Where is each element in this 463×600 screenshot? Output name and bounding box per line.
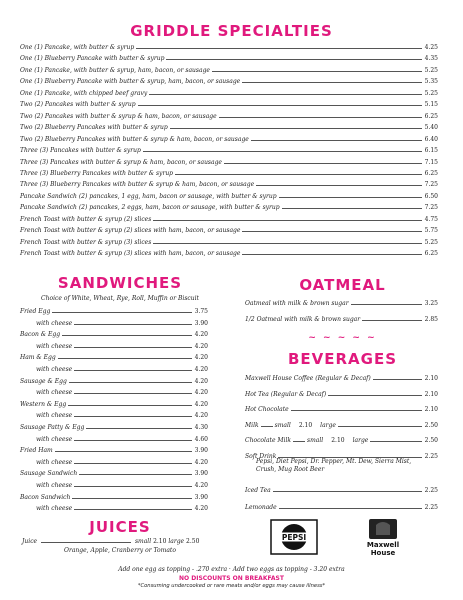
oatmeal-item (245, 312, 438, 323)
item-price: 7.15 (424, 158, 438, 166)
item-price: 4.20 (194, 412, 208, 420)
griddle-item (20, 51, 438, 62)
item-price: 2.10 (424, 406, 438, 413)
item-price: 5.75 (424, 227, 438, 235)
leader-line (175, 174, 422, 175)
sandwich-item (20, 374, 208, 385)
item-name: Three (3) Blueberry Pancakes with butter & syrup & ham, bacon, or sausage (20, 181, 255, 189)
leader-line (74, 347, 191, 348)
item-name: One (1) Blueberry Pancake with butter & syrup, ham, bacon, or sausage (20, 78, 241, 86)
leader-line (279, 508, 422, 509)
beverage-item (245, 371, 438, 382)
item-name: with cheese (36, 435, 73, 443)
item-price: 4.75 (424, 215, 438, 223)
item-price: 4.30 (194, 424, 208, 431)
item-price: 2.25 (424, 487, 438, 494)
item-price: 4.20 (194, 458, 208, 466)
item-price: 3.90 (194, 493, 208, 501)
leader-line (62, 335, 192, 336)
item-name: with cheese (36, 505, 73, 513)
griddle-item (20, 155, 438, 166)
leader-line (293, 441, 305, 442)
leader-line (338, 426, 422, 427)
griddle-item (20, 120, 438, 131)
item-name: 1/2 Oatmeal with milk & brown sugar (245, 316, 361, 323)
leader-line (136, 48, 421, 49)
juice-options: Orange, Apple, Cranberry or Tomato (64, 547, 176, 554)
pepsi-logo (270, 519, 318, 555)
item-name: Fried Egg (20, 308, 51, 315)
item-name: Oatmeal with milk & brown sugar (245, 300, 349, 307)
item-name: Hot Chocolate (245, 406, 289, 413)
item-price: 6.50 (424, 192, 438, 200)
item-price: 2.50 (424, 421, 438, 429)
leader-line (219, 117, 422, 118)
item-name: Bacon Sandwich (20, 493, 71, 501)
leader-line (69, 382, 192, 383)
item-name: One (1) Pancake, with butter & syrup, ham, bacon, or sausage (20, 66, 210, 74)
leader-line (224, 163, 422, 164)
leader-line (138, 105, 422, 106)
griddle-item (20, 246, 438, 257)
leader-line (273, 491, 422, 492)
item-name: with cheese (36, 412, 73, 420)
item-name: with cheese (36, 342, 73, 350)
item-name: French Toast with butter & syrup (2) slices (20, 215, 152, 223)
item-price: 4.60 (194, 435, 208, 443)
leader-line (170, 128, 422, 129)
item-price: 2.50 (424, 437, 438, 444)
leader-line (212, 71, 422, 72)
item-name: French Toast with butter & syrup (2) slices with ham, bacon, or sausage (20, 227, 241, 235)
item-name: Hot Tea (Regular & Decaf) (245, 390, 327, 398)
item-price: 4.20 (194, 331, 208, 339)
griddle-item (20, 212, 438, 223)
item-name: Two (2) Pancakes with butter & syrup & ham, bacon, or sausage (20, 112, 217, 120)
griddle-item (20, 223, 438, 234)
item-name: Maxwell House Coffee (Regular & Decaf) (245, 375, 371, 382)
item-name: French Toast with butter & syrup (3) slices (20, 238, 152, 246)
griddle-item (20, 63, 438, 74)
size-small-price: 2.10 (298, 421, 313, 429)
item-name: French Toast with butter & syrup (3) slices with ham, bacon, or sausage (20, 250, 241, 258)
sandwich-item (36, 432, 208, 443)
item-name: with cheese (36, 319, 73, 327)
item-price: 3.90 (194, 470, 208, 478)
juice-row (22, 538, 222, 545)
griddle-item (20, 177, 438, 188)
leader-line (74, 393, 191, 394)
item-name: Three (3) Pancakes with butter & syrup (20, 147, 141, 155)
size-small-label: small (274, 421, 291, 429)
item-name: with cheese (36, 366, 73, 373)
item-name: Three (3) Blueberry Pancakes with butter & syrup (20, 169, 174, 177)
item-name: with cheese (36, 458, 73, 466)
griddle-item (20, 86, 438, 97)
soft-drink-options: Pepsi, Diet Pepsi, Dr. Pepper, Mt. Dew, Sierra Mist, Crush, Mug Root Beer (256, 458, 412, 473)
juices-title: JUICES (89, 518, 151, 536)
beverage-item (245, 387, 438, 398)
item-name: Sausage Sandwich (20, 470, 78, 478)
size-small-label: small (307, 437, 324, 444)
leader-line (74, 486, 191, 487)
item-price: 2.25 (424, 452, 438, 460)
griddle-item (20, 235, 438, 246)
sandwiches-title: SANDWICHES (57, 274, 183, 292)
item-name: One (1) Blueberry Pancake with butter & syrup (20, 55, 165, 63)
oatmeal-divider: ~ ~ ~ ~ ~ (308, 333, 377, 343)
item-price: 4.20 (194, 505, 208, 513)
maxwell-logo-line1: Maxwell (366, 541, 400, 549)
item-price: 3.25 (424, 300, 438, 307)
item-price: 6.25 (424, 250, 438, 258)
juice-large-label: large (168, 538, 185, 545)
sandwich-item (20, 443, 208, 454)
sandwich-item (20, 350, 208, 361)
juice-small-label: small (134, 538, 152, 545)
oatmeal-item (245, 296, 438, 307)
sandwich-item (36, 339, 208, 350)
leader-line (55, 451, 192, 452)
sandwich-item (20, 327, 208, 338)
leader-line (351, 304, 422, 305)
juice-large-price: 2.50 (186, 538, 200, 545)
griddle-item (20, 143, 438, 154)
item-name: Sausage & Egg (20, 377, 67, 385)
item-price: 7.25 (424, 204, 438, 212)
leader-line (261, 426, 273, 427)
item-name: with cheese (36, 482, 73, 489)
size-small-price: 2.10 (331, 437, 345, 444)
maxwell-house-logo (366, 517, 400, 557)
leader-line (74, 370, 191, 371)
leader-line (74, 509, 191, 510)
item-price: 4.20 (194, 389, 208, 397)
item-price: 4.20 (194, 400, 208, 408)
item-price: 4.20 (194, 366, 208, 373)
item-name: One (1) Pancake, with butter & syrup (20, 44, 135, 51)
item-price: 6.25 (424, 112, 438, 120)
griddle-item (20, 200, 438, 211)
item-price: 2.25 (424, 504, 438, 511)
sandwich-item (20, 490, 208, 501)
beverage-item (245, 433, 438, 444)
item-price: 5.25 (424, 89, 438, 97)
item-name: Two (2) Pancakes with butter & syrup (20, 101, 136, 109)
item-price: 6.40 (424, 135, 438, 143)
item-price: 6.25 (424, 169, 438, 177)
leader-line (149, 94, 421, 95)
leader-line (72, 498, 191, 499)
item-price: 2.10 (424, 390, 438, 398)
leader-line (74, 324, 191, 325)
item-price: 4.20 (194, 354, 208, 362)
item-name: Chocolate Milk (245, 437, 292, 444)
sandwich-item (36, 478, 208, 489)
leader-line (373, 379, 422, 380)
sandwich-item (36, 362, 208, 373)
item-price: 4.25 (424, 44, 438, 51)
leader-line (58, 358, 192, 359)
leader-line (362, 320, 422, 321)
griddle-item (20, 97, 438, 108)
item-price: 2.85 (424, 316, 438, 323)
beverage-item (245, 402, 438, 413)
sandwich-item (36, 385, 208, 396)
griddle-item (20, 189, 438, 200)
sandwich-item (20, 397, 208, 408)
leader-line (251, 140, 422, 141)
item-price: 4.20 (194, 377, 208, 385)
beverage-item (245, 500, 438, 511)
item-name: Bacon & Egg (20, 331, 61, 339)
leader-line (86, 428, 191, 429)
item-price: 4.20 (194, 482, 208, 489)
item-name: Fried Ham (20, 447, 53, 455)
sandwich-item (20, 304, 208, 315)
beverage-item (245, 418, 438, 429)
griddle-item (20, 74, 438, 85)
item-price: 3.90 (194, 319, 208, 327)
griddle-item (20, 166, 438, 177)
leader-line (279, 197, 422, 198)
item-price: 5.15 (424, 101, 438, 109)
pepsi-logo-text: PEPSI (281, 533, 307, 542)
item-price: 5.25 (424, 238, 438, 246)
leader-line (328, 395, 421, 396)
item-price: 2.10 (424, 375, 438, 382)
leader-line (74, 416, 191, 417)
leader-line (291, 410, 422, 411)
item-price: 5.35 (424, 78, 438, 86)
item-price: 6.15 (424, 147, 438, 155)
leader-line (256, 185, 421, 186)
leader-line (370, 441, 421, 442)
leader-line (282, 208, 422, 209)
item-name: Ham & Egg (20, 354, 56, 362)
item-name: Two (2) Blueberry Pancakes with butter & syrup (20, 124, 168, 132)
leader-line (79, 474, 191, 475)
leader-line (68, 405, 191, 406)
no-discounts-note: NO DISCOUNTS ON BREAKFAST (179, 575, 284, 582)
egg-topping-note: Add one egg as topping - .270 extra · Add two eggs as topping - 3.20 extra (118, 566, 345, 573)
item-price: 7.25 (424, 181, 438, 189)
sandwiches-subtitle: Choice of White, Wheat, Rye, Roll, Muffin or Biscuit (41, 295, 199, 302)
leader-line (143, 151, 422, 152)
item-price: 5.25 (424, 66, 438, 74)
size-large-label: large (352, 437, 369, 444)
sandwich-item (36, 408, 208, 419)
item-name: Lemonade (245, 504, 277, 511)
item-price: 4.35 (424, 55, 438, 63)
oatmeal-title: OATMEAL (299, 276, 386, 294)
item-name: Pancake Sandwich (2) pancakes, 1 egg, ham, bacon or sausage, with butter & syrup (20, 192, 277, 200)
beverage-item (245, 483, 438, 494)
size-large-label: large (320, 421, 336, 429)
item-name: with cheese (36, 389, 73, 397)
item-name: Sausage Patty & Egg (20, 424, 85, 431)
juice-small-price: 2.10 (153, 538, 167, 545)
leader-line (153, 243, 421, 244)
sandwich-item (20, 466, 208, 477)
item-price: 5.40 (424, 124, 438, 132)
item-price: 3.90 (194, 447, 208, 455)
sandwich-item (36, 501, 208, 512)
beverages-title: BEVERAGES (287, 350, 398, 368)
maxwell-logo-line2: House (370, 549, 396, 557)
leader-line (74, 440, 191, 441)
griddle-item (20, 40, 438, 51)
leader-line (166, 59, 421, 60)
item-name: Western & Egg (20, 400, 67, 408)
item-price: 4.20 (194, 342, 208, 350)
leader-line (242, 231, 421, 232)
leader-line (52, 312, 191, 313)
leader-line (242, 82, 421, 83)
item-name: Soft Drink (245, 452, 277, 460)
griddle-title: GRIDDLE SPECIALTIES (130, 22, 333, 40)
item-name: Milk (245, 421, 259, 429)
sandwich-item (20, 420, 208, 431)
item-name: Pancake Sandwich (2) pancakes, 2 eggs, ham, bacon or sausage, with butter & syrup (20, 204, 280, 212)
item-name: One (1) Pancake, with chipped beef gravy (20, 89, 148, 97)
leader-line (242, 254, 421, 255)
juice-name: Juice (22, 538, 38, 545)
griddle-item (20, 109, 438, 120)
leader-line (153, 220, 421, 221)
item-name: Two (2) Blueberry Pancakes with butter & syrup & ham, bacon, or sausage (20, 135, 249, 143)
sandwich-item (36, 316, 208, 327)
item-price: 3.75 (194, 308, 208, 315)
item-name: Iced Tea (245, 487, 271, 494)
leader-line (74, 463, 191, 464)
consumption-warning: *Consuming undercooked or rare meats and/or eggs may cause illness* (137, 583, 326, 589)
griddle-item (20, 132, 438, 143)
item-name: Three (3) Pancakes with butter & syrup & ham, bacon, or sausage (20, 158, 222, 166)
sandwich-item (36, 455, 208, 466)
